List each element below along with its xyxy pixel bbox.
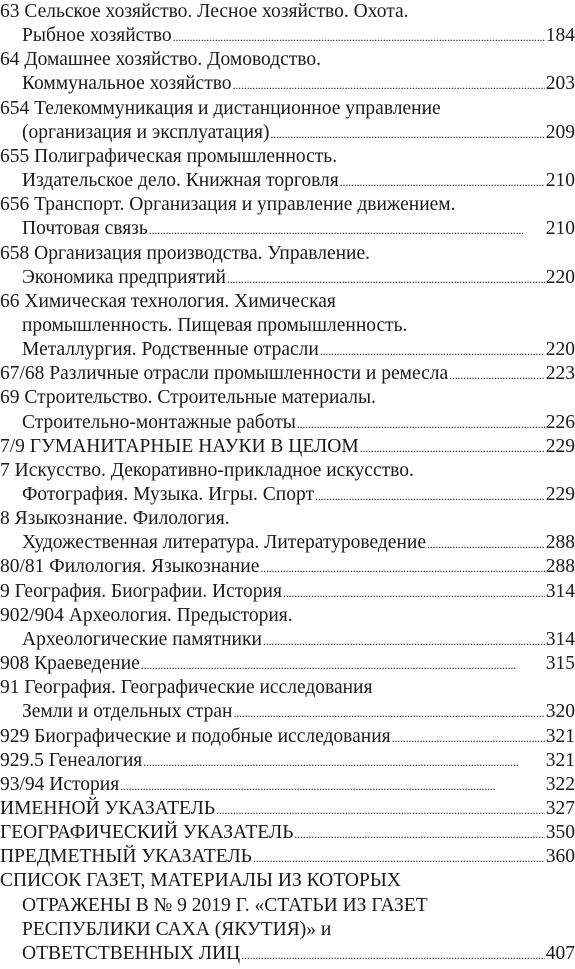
- toc-entry-line: [0, 797, 575, 821]
- toc-page-number: 407: [545, 942, 575, 964]
- toc-entry-text: ГЕОГРАФИЧЕСКИЙ УКАЗАТЕЛЬ: [0, 822, 294, 844]
- toc-entry-text: 80/81 Филология. Языкознание: [0, 556, 260, 578]
- dot-leader: [320, 338, 545, 363]
- toc-page-number: 209: [545, 121, 575, 143]
- toc-page-number: 321: [545, 749, 575, 771]
- toc-page-number: 210: [545, 170, 575, 192]
- dot-leader: [392, 725, 545, 750]
- dot-leader: [241, 942, 545, 967]
- toc-entry-line-part: [0, 0, 575, 24]
- toc-entry-text: ИМЕННОЙ УКАЗАТЕЛЬ: [0, 797, 216, 819]
- toc-page-number: 210: [545, 218, 575, 240]
- toc-entry-text: 66 Химическая технология. Химическая: [0, 290, 336, 312]
- dot-leader: [449, 362, 545, 387]
- toc-entry-text: 908 Краеведение: [0, 653, 140, 675]
- dot-leader: [141, 652, 545, 677]
- toc-entry-line: [0, 24, 575, 48]
- dot-leader: [234, 700, 545, 725]
- toc-page-number: 220: [545, 339, 575, 361]
- dot-leader: [263, 628, 545, 653]
- toc-entry-line: [0, 266, 575, 290]
- toc-entry-text: РЕСПУБЛИКИ САХА (ЯКУТИЯ)» и: [22, 918, 332, 940]
- toc-entry-line-part: [0, 290, 575, 314]
- toc-entry-text: Экономика предприятий: [22, 266, 226, 288]
- dot-leader: [427, 531, 545, 556]
- toc-entry-text: Земли и отдельных стран: [22, 701, 233, 723]
- toc-entry-text: ОТРАЖЕНЫ В № 9 2019 Г. «СТАТЬИ ИЗ ГАЗЕТ: [22, 894, 428, 916]
- toc-entry-line-part: [0, 604, 575, 628]
- toc-entry-text: Археологические памятники: [22, 628, 262, 650]
- dot-leader: [340, 169, 545, 194]
- toc-page-number: 314: [545, 580, 575, 602]
- toc-entry-text: ОТВЕТСТВЕННЫХ ЛИЦ: [22, 942, 241, 964]
- dot-leader: [294, 821, 544, 846]
- toc-entry-text: Рыбное хозяйство: [22, 25, 172, 47]
- toc-entry-text: 64 Домашнее хозяйство. Домоводство.: [0, 49, 321, 71]
- toc-entry-text: 655 Полиграфическая промышленность.: [0, 145, 338, 167]
- toc-entry-text: 93/94 История: [0, 773, 120, 795]
- toc-entry-text: 7/9 ГУМАНИТАРНЫЕ НАУКИ В ЦЕЛОМ: [0, 435, 359, 457]
- dot-leader: [227, 266, 545, 291]
- toc-entry-text: 69 Строительство. Строительные материалы.: [0, 387, 376, 409]
- toc-entry-line: [0, 411, 575, 435]
- toc-entry-text: 8 Языкознание. Филология.: [0, 508, 230, 530]
- dot-leader: [270, 121, 544, 146]
- toc-entry-line-part: [0, 918, 575, 942]
- toc-page-number: 314: [545, 628, 575, 650]
- toc-entry-line: [0, 845, 575, 869]
- toc-entry-text: 63 Сельское хозяйство. Лесное хозяйство. Охота.: [0, 1, 409, 22]
- toc-entry-text: 654 Телекоммуникация и дистанционное управление: [0, 97, 441, 119]
- toc-entry-text: (организация и эксплуатация): [22, 121, 270, 143]
- dot-leader: [120, 773, 545, 798]
- toc-entry-line: [0, 773, 575, 797]
- toc-entry-line: [0, 169, 575, 193]
- toc-entry-line: [0, 362, 575, 386]
- toc-entry-text: 656 Транспорт. Организация и управление движением.: [0, 194, 456, 216]
- toc-entry-line: [0, 725, 575, 749]
- toc-entry-line-part: [0, 869, 575, 893]
- toc-entry-text: ПРЕДМЕТНЫЙ УКАЗАТЕЛЬ: [0, 846, 252, 868]
- dot-leader: [315, 483, 545, 508]
- dot-leader: [216, 797, 545, 822]
- toc-entry-line: [0, 821, 575, 845]
- toc-entry-line-part: [0, 242, 575, 266]
- toc-entry-line-part: [0, 386, 575, 410]
- toc-entry-line-part: [0, 48, 575, 72]
- toc-entry-line: [0, 942, 575, 966]
- toc-entry-text: 9 География. Биографии. История: [0, 580, 282, 602]
- toc-page-number: 288: [545, 556, 575, 578]
- toc-entry-text: Почтовая связь: [22, 218, 148, 240]
- toc-entry-line: [0, 121, 575, 145]
- toc-entry-line: [0, 580, 575, 604]
- toc-entry-line-part: [0, 676, 575, 700]
- toc-entry-line-part: [0, 145, 575, 169]
- toc-entry-text: СПИСОК ГАЗЕТ, МАТЕРИАЛЫ ИЗ КОТОРЫХ: [0, 870, 401, 892]
- dot-leader: [149, 217, 545, 242]
- dot-leader: [253, 845, 545, 870]
- dot-leader: [360, 435, 545, 460]
- toc-entry-line: [0, 700, 575, 724]
- toc-page-number: 327: [545, 797, 575, 819]
- toc-entry-text: 929 Биографические и подобные исследования: [0, 725, 391, 747]
- toc-entry-text: 902/904 Археология. Предыстория.: [0, 604, 293, 626]
- toc-entry-line-part: [0, 507, 575, 531]
- toc-page-number: 322: [545, 773, 575, 795]
- toc-entry-text: 91 География. Географические исследования: [0, 677, 373, 699]
- dot-leader: [260, 555, 544, 580]
- toc-page-number: 321: [545, 725, 575, 747]
- toc-page-number: 229: [545, 484, 575, 505]
- toc-page-number: 184: [545, 25, 575, 47]
- toc-page-number: 288: [545, 532, 575, 554]
- toc-entry-text: Металлургия. Родственные отрасли: [22, 339, 319, 361]
- toc-entry-line-part: [0, 894, 575, 918]
- dot-leader: [297, 411, 545, 436]
- toc-entry-text: Строительно-монтажные работы: [22, 411, 296, 433]
- dot-leader: [283, 580, 545, 605]
- toc-entry-line: [0, 217, 575, 241]
- toc-page-number: 203: [545, 73, 575, 95]
- toc-entry-line: [0, 435, 575, 459]
- toc-entry-line: [0, 338, 575, 362]
- toc-entry-line: [0, 72, 575, 96]
- toc-entry-text: 929.5 Генеалогия: [0, 749, 143, 771]
- toc-entry-line: [0, 652, 575, 676]
- dot-leader: [173, 24, 545, 49]
- toc-page-number: 220: [545, 266, 575, 288]
- toc-entry-line: [0, 628, 575, 652]
- toc-entry-line: [0, 749, 575, 773]
- toc-entry-text: 7 Искусство. Декоративно-прикладное искусство.: [0, 459, 414, 481]
- toc-entry-line-part: [0, 97, 575, 121]
- toc-page-number: 315: [545, 653, 575, 675]
- toc-entry-text: Коммунальное хозяйство: [22, 73, 232, 95]
- toc-page-number: 360: [545, 846, 575, 868]
- toc-entry-text: 658 Организация производства. Управление.: [0, 242, 371, 264]
- toc-entry-line: [0, 555, 575, 579]
- dot-leader: [143, 749, 545, 774]
- toc-page-number: 226: [545, 411, 575, 433]
- toc-page-number: 229: [545, 435, 575, 457]
- toc-page-number: 350: [545, 822, 575, 844]
- toc-entry-text: 67/68 Различные отрасли промышленности и ремесла: [0, 363, 449, 385]
- toc-page-number: 223: [545, 363, 575, 385]
- toc-entry-line-part: [0, 314, 575, 338]
- toc-entry-line-part: [0, 459, 575, 483]
- dot-leader: [233, 72, 545, 97]
- toc-entry-line: [0, 483, 575, 507]
- toc-entry-text: Издательское дело. Книжная торговля: [22, 170, 339, 192]
- toc-page-number: 320: [545, 701, 575, 723]
- toc-entry-text: Художественная литература. Литературоведение: [22, 532, 426, 554]
- toc-entry-line-part: [0, 193, 575, 217]
- toc-entry-text: Фотография. Музыка. Игры. Спорт: [22, 484, 314, 505]
- toc-entry-line: [0, 531, 575, 555]
- toc-entry-text: промышленность. Пищевая промышленность.: [22, 314, 408, 336]
